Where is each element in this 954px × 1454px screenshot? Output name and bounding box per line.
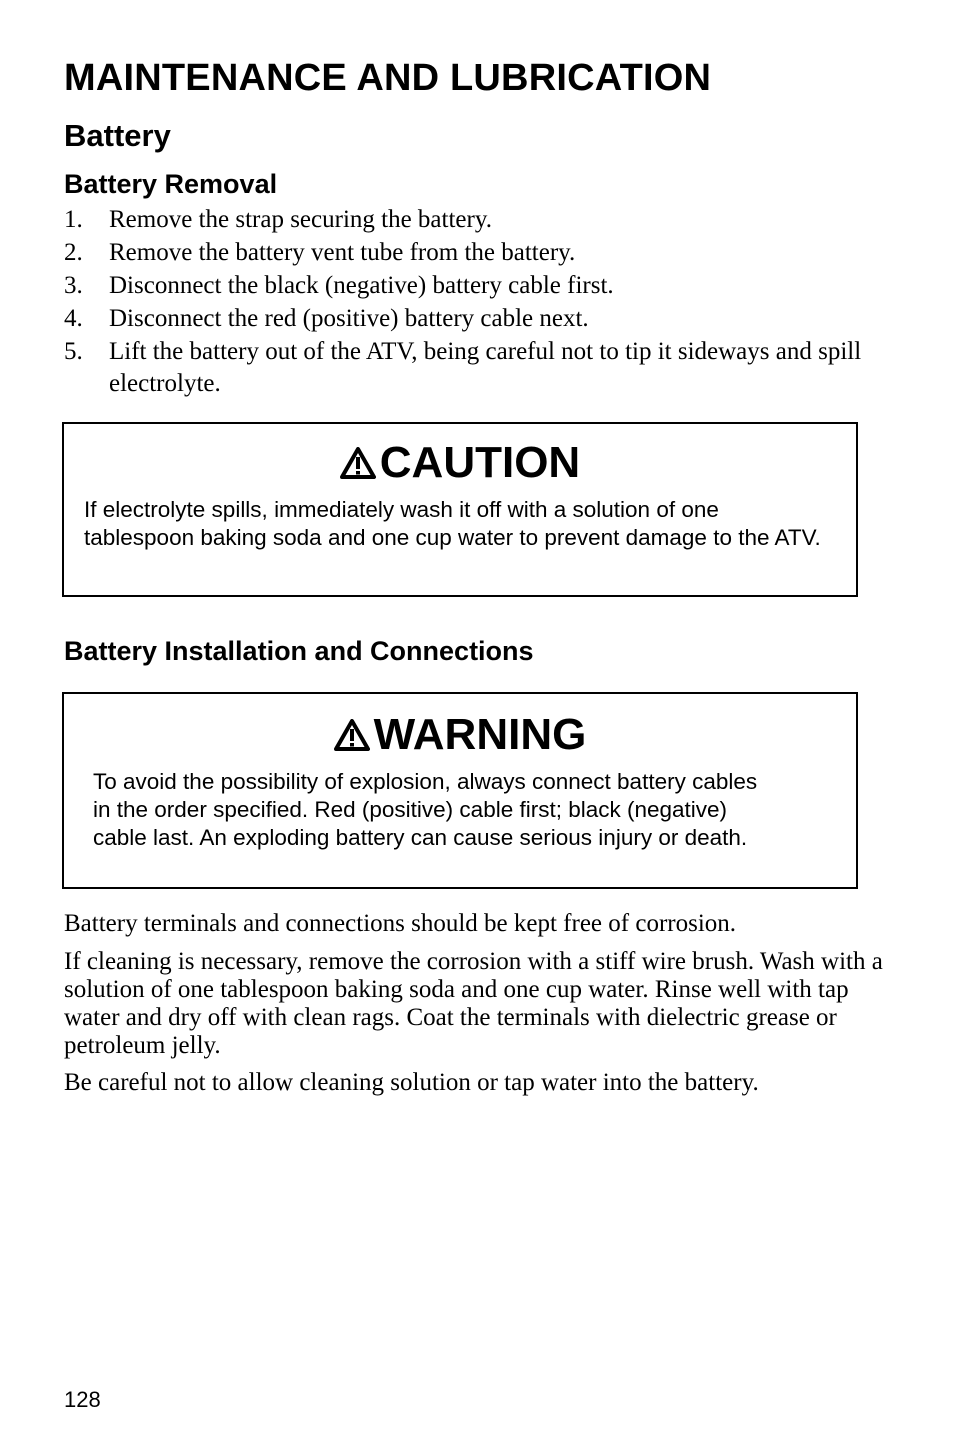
step-text: Disconnect the black (negative) battery cable first.	[109, 272, 614, 299]
list-item	[64, 270, 884, 302]
step-text: Remove the battery vent tube from the battery.	[109, 239, 576, 266]
warning-box	[62, 692, 858, 889]
section-heading: Battery	[64, 118, 171, 153]
warning-text-line: in the order specified. Red (positive) cable first; black (negative)	[93, 797, 728, 822]
step-number: 4.	[64, 305, 83, 332]
warning-text	[93, 768, 843, 852]
subsection-heading-removal: Battery Removal	[64, 169, 278, 199]
subsection-heading-installation: Battery Installation and Connections	[64, 636, 534, 666]
warning-triangle-icon	[340, 447, 376, 479]
list-item	[64, 303, 884, 335]
step-text: Remove the strap securing the battery.	[109, 206, 492, 233]
caution-title-text: CAUTION	[379, 438, 581, 487]
step-number: 1.	[64, 206, 83, 233]
page-number: 128	[64, 1387, 101, 1412]
body-paragraph: If cleaning is necessary, remove the corrosion with a stiff wire brush. Wash with a solution of one tablespoon baking soda and one cup water. Rinse well with tap water and dry off with clean rags. Coat the terminals with dielectric grease or petroleum jelly.	[64, 948, 883, 1059]
step-number: 3.	[64, 272, 83, 299]
list-item	[64, 204, 884, 236]
step-text: Disconnect the red (positive) battery cable next.	[109, 305, 589, 332]
step-number: 2.	[64, 239, 83, 266]
warning-title-text: WARNING	[373, 710, 587, 759]
caution-text: If electrolyte spills, immediately wash it off with a solution of one tablespoon baking soda and one cup water to prevent damage to the ATV.	[84, 497, 821, 550]
caution-title	[64, 438, 856, 488]
caution-box	[62, 422, 858, 597]
body-paragraph: Battery terminals and connections should be kept free of corrosion.	[64, 910, 737, 937]
step-number: 5.	[64, 338, 83, 365]
warning-triangle-icon	[334, 719, 370, 751]
warning-title	[64, 710, 856, 760]
step-text: Lift the battery out of the ATV, being careful not to tip it sideways and spill electrolyte.	[109, 338, 862, 397]
warning-text-line: To avoid the possibility of explosion, always connect battery cables	[93, 769, 758, 794]
list-item	[64, 237, 884, 269]
page-title: MAINTENANCE AND LUBRICATION	[64, 57, 712, 99]
list-item	[64, 336, 884, 400]
warning-text-line: cable last. An exploding battery can cause serious injury or death.	[93, 825, 748, 850]
body-paragraph: Be careful not to allow cleaning solution or tap water into the battery.	[64, 1069, 759, 1096]
removal-steps-list	[64, 204, 884, 401]
